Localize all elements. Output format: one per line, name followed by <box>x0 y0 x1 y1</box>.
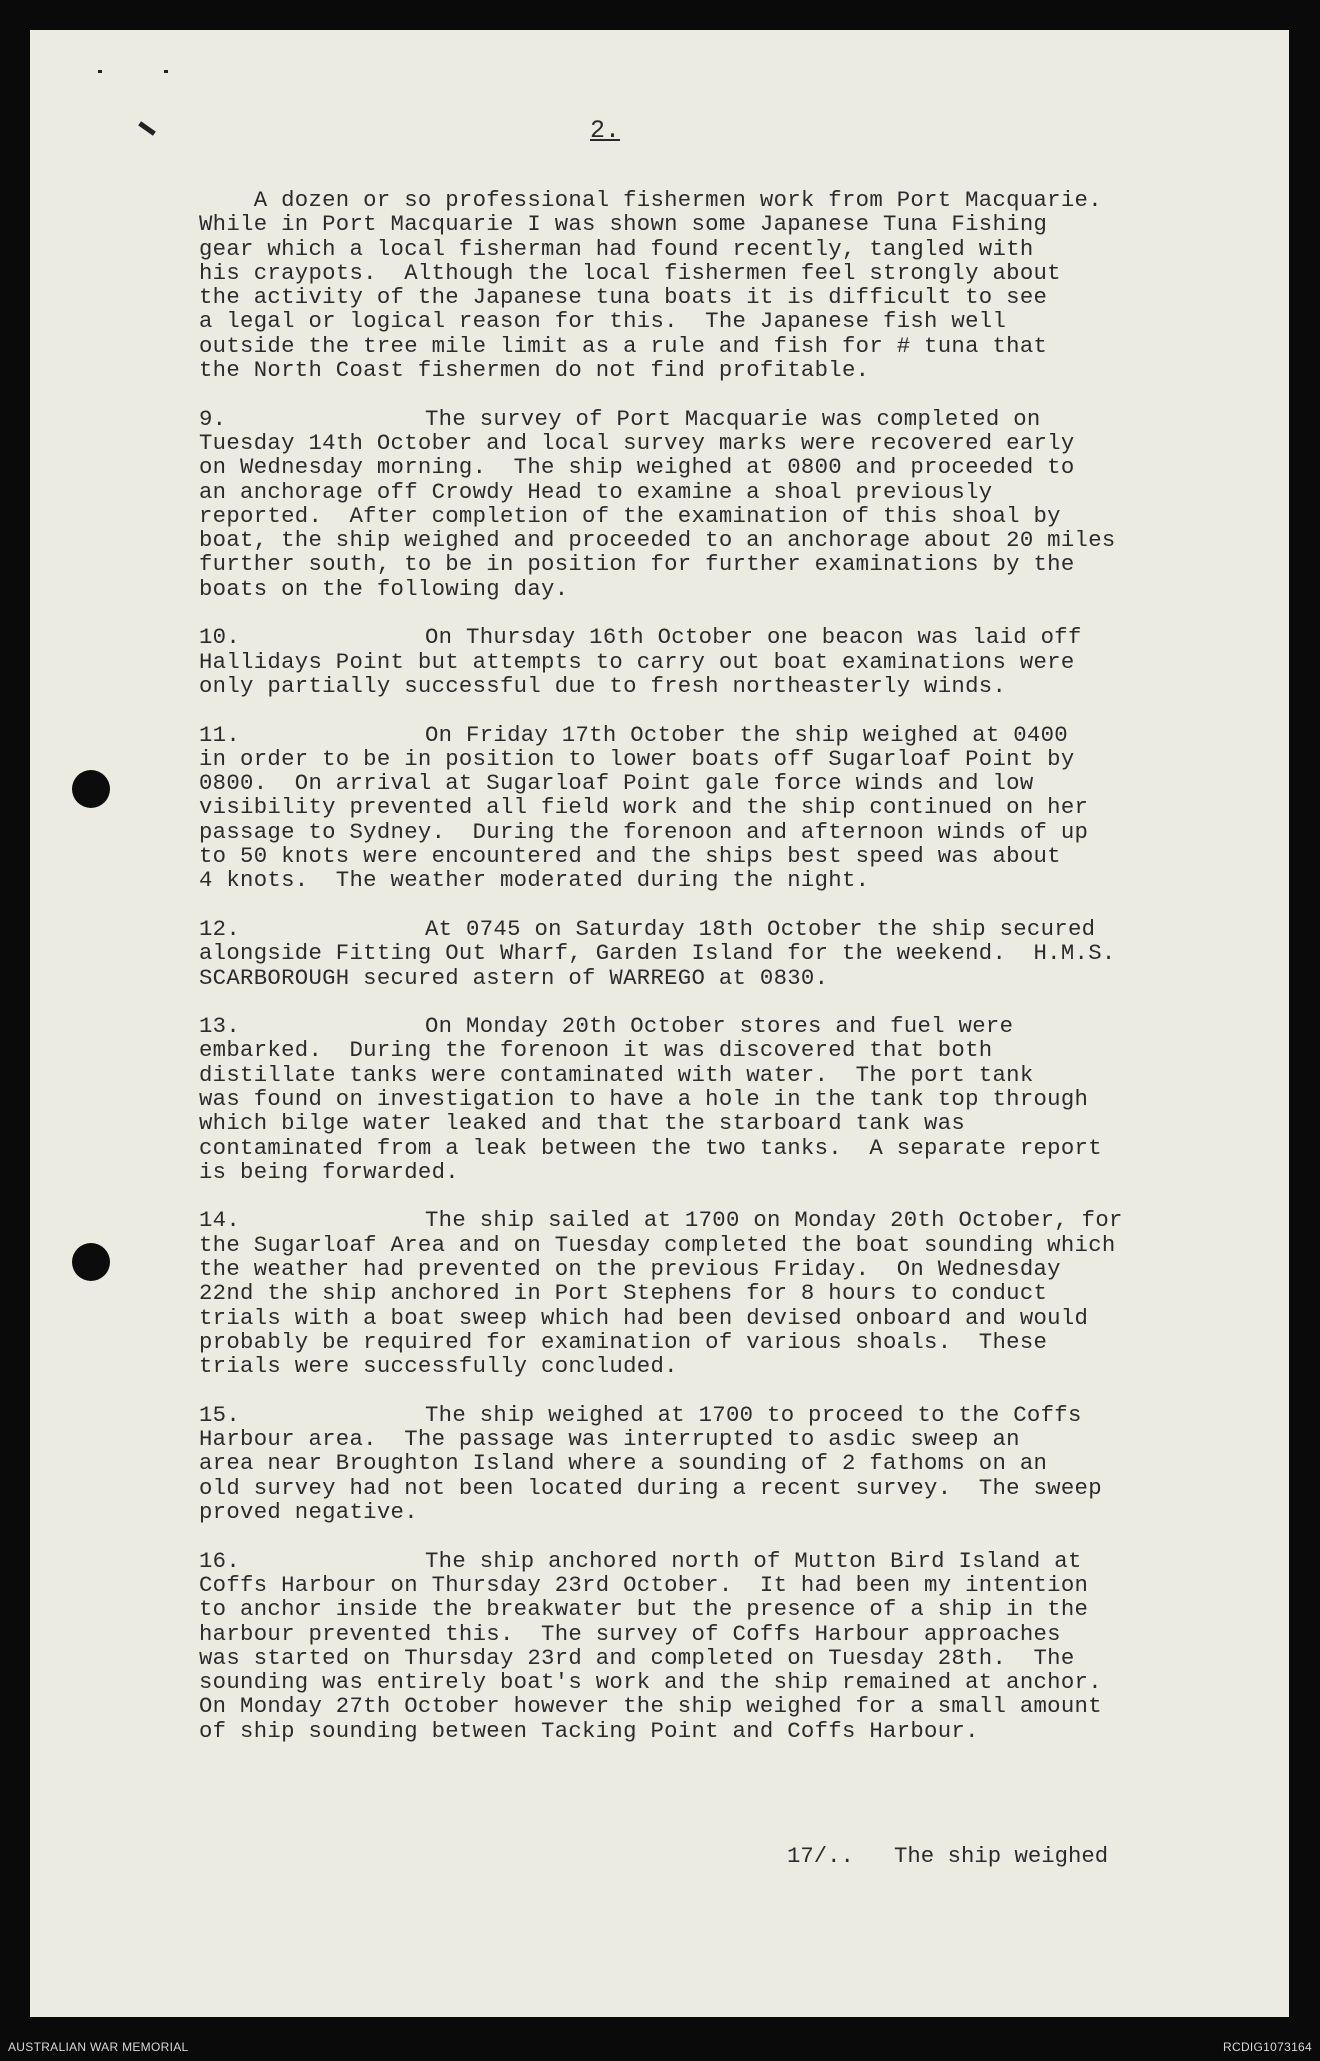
text-line <box>199 747 1259 771</box>
text-line <box>199 1087 1259 1111</box>
text-line <box>199 1719 1259 1743</box>
line-text: a legal or logical reason for this. The Japanese fish well <box>199 308 1007 335</box>
pin-mark <box>164 70 168 73</box>
line-text: reported. After completion of the examination of this shoal by <box>199 502 1061 529</box>
paragraph-number: 14. <box>199 1207 241 1234</box>
line-text: 0800. On arrival at Sugarloaf Point gale force winds and low <box>199 770 1034 797</box>
text-line <box>199 625 1259 649</box>
text-line <box>199 868 1259 892</box>
text-line <box>199 844 1259 868</box>
line-text: 4 knots. The weather moderated during the night. <box>199 867 870 894</box>
line-text: in order to be in position to lower boats off Sugarloaf Point by <box>199 745 1075 772</box>
line-text: The survey of Port Macquarie was completed on <box>425 405 1041 432</box>
text-line <box>199 528 1259 552</box>
line-text: sounding was entirely boat's work and the ship remained at anchor. <box>199 1669 1102 1696</box>
text-line <box>199 1257 1259 1281</box>
line-text: 22nd the ship anchored in Port Stephens for 8 hours to conduct <box>199 1280 1048 1307</box>
text-line <box>199 966 1259 990</box>
line-text: The ship weighed at 1700 to proceed to the Coffs <box>425 1401 1082 1428</box>
text-line <box>199 650 1259 674</box>
paragraph <box>199 723 1259 893</box>
page-number: 2. <box>590 116 621 145</box>
line-text: On Friday 17th October the ship weighed at 0400 <box>425 721 1068 748</box>
text-line <box>199 1233 1259 1257</box>
line-text: The ship anchored north of Mutton Bird Island at <box>425 1547 1082 1574</box>
line-text: contaminated from a leak between the two tanks. A separate report <box>199 1134 1102 1161</box>
paragraph-number: 9. <box>199 405 227 432</box>
line-text: On Monday 20th October stores and fuel were <box>425 1013 1014 1040</box>
text-line <box>199 1111 1259 1135</box>
line-text: an anchorage off Crowdy Head to examine a shoal previously <box>199 478 993 505</box>
text-line <box>199 771 1259 795</box>
paragraph-number: 10. <box>199 624 241 651</box>
line-text: the North Coast fishermen do not find profitable. <box>199 357 870 384</box>
text-line <box>199 1500 1259 1524</box>
text-line <box>199 552 1259 576</box>
paragraph <box>199 917 1259 990</box>
text-line <box>199 431 1259 455</box>
text-line <box>199 674 1259 698</box>
text-line <box>199 455 1259 479</box>
line-text: of ship sounding between Tacking Point and Coffs Harbour. <box>199 1717 979 1744</box>
line-text: area near Broughton Island where a sounding of 2 fathoms on an <box>199 1450 1048 1477</box>
pin-mark <box>98 70 102 73</box>
text-line <box>199 1573 1259 1597</box>
paragraph <box>199 1208 1259 1378</box>
text-line <box>199 1160 1259 1184</box>
line-text: was found on investigation to have a hole in the tank top through <box>199 1085 1089 1112</box>
line-text: gear which a local fisherman had found recently, tangled with <box>199 235 1034 262</box>
line-text: embarked. During the forenoon it was discovered that both <box>199 1037 993 1064</box>
text-line <box>199 237 1259 261</box>
line-text: to anchor inside the breakwater but the presence of a ship in the <box>199 1596 1089 1623</box>
line-text: boat, the ship weighed and proceeded to an anchorage about 20 miles <box>199 527 1116 554</box>
document-body <box>199 188 1259 1767</box>
line-text: distillate tanks were contaminated with water. The port tank <box>199 1061 1034 1088</box>
line-text: the activity of the Japanese tuna boats it is difficult to see <box>199 284 1048 311</box>
line-text: Tuesday 14th October and local survey marks were recovered early <box>199 429 1075 456</box>
text-line <box>199 1403 1259 1427</box>
footer-left: AUSTRALIAN WAR MEMORIAL <box>8 2040 189 2054</box>
line-text: SCARBOROUGH secured astern of WARREGO at 0830. <box>199 964 829 991</box>
text-line <box>199 1014 1259 1038</box>
text-line <box>199 285 1259 309</box>
text-line <box>199 1354 1259 1378</box>
line-text: Coffs Harbour on Thursday 23rd October. It had been my intention <box>199 1571 1089 1598</box>
text-line <box>199 1038 1259 1062</box>
paragraph-number: 13. <box>199 1013 241 1040</box>
text-line <box>199 941 1259 965</box>
text-line <box>199 261 1259 285</box>
line-text: Harbour area. The passage was interrupted to asdic sweep an <box>199 1426 1020 1453</box>
paragraph-number: 16. <box>199 1547 241 1574</box>
punch-hole <box>72 1243 110 1281</box>
line-text: the weather had prevented on the previous Friday. On Wednesday <box>199 1256 1061 1283</box>
line-text: to 50 knots were encountered and the ships best speed was about <box>199 843 1061 870</box>
text-line <box>199 1670 1259 1694</box>
text-line <box>199 1063 1259 1087</box>
text-line <box>199 480 1259 504</box>
text-line <box>199 309 1259 333</box>
line-text: was started on Thursday 23rd and completed on Tuesday 28th. The <box>199 1644 1075 1671</box>
line-text: which bilge water leaked and that the starboard tank was <box>199 1110 966 1137</box>
line-text: The ship sailed at 1700 on Monday 20th October, for <box>425 1207 1123 1234</box>
paragraph <box>199 625 1259 698</box>
text-line <box>199 1622 1259 1646</box>
line-text: A dozen or so professional fishermen work from Port Macquarie. <box>199 187 1102 213</box>
text-line <box>199 1476 1259 1500</box>
line-text: is being forwarded. <box>199 1158 459 1185</box>
line-text: trials with a boat sweep which had been devised onboard and would <box>199 1304 1089 1331</box>
line-text: probably be required for examination of various shoals. These <box>199 1328 1048 1355</box>
line-text: trials were successfully concluded. <box>199 1353 678 1380</box>
text-line <box>199 407 1259 431</box>
line-text: only partially successful due to fresh northeasterly winds. <box>199 672 1007 699</box>
line-text: the Sugarloaf Area and on Tuesday completed the boat sounding which <box>199 1231 1116 1258</box>
line-text: Hallidays Point but attempts to carry out boat examinations were <box>199 648 1075 675</box>
footer-right: RCDIG1073164 <box>1223 2040 1312 2054</box>
line-text: on Wednesday morning. The ship weighed at 0800 and proceeded to <box>199 454 1075 481</box>
text-line <box>199 795 1259 819</box>
line-text: alongside Fitting Out Wharf, Garden Island for the weekend. H.M.S. <box>199 940 1116 967</box>
text-line <box>199 1646 1259 1670</box>
line-text: proved negative. <box>199 1499 418 1526</box>
text-line <box>199 334 1259 358</box>
line-text: passage to Sydney. During the forenoon and afternoon winds of up <box>199 818 1089 845</box>
text-line <box>199 1451 1259 1475</box>
line-text: While in Port Macquarie I was shown some Japanese Tuna Fishing <box>199 211 1048 238</box>
text-line <box>199 723 1259 747</box>
line-text: At 0745 on Saturday 18th October the ship secured <box>425 915 1096 942</box>
paragraph-number: 11. <box>199 721 241 748</box>
text-line <box>199 1549 1259 1573</box>
paragraph-number: 15. <box>199 1401 241 1428</box>
paragraph <box>199 1014 1259 1184</box>
text-line <box>199 1208 1259 1232</box>
text-line <box>199 1136 1259 1160</box>
line-text: boats on the following day. <box>199 575 569 602</box>
line-text: harbour prevented this. The survey of Coffs Harbour approaches <box>199 1620 1061 1647</box>
punch-hole <box>72 770 110 808</box>
paragraph <box>199 188 1259 382</box>
paragraph <box>199 1549 1259 1743</box>
text-line <box>199 1306 1259 1330</box>
line-text: On Thursday 16th October one beacon was laid off <box>425 624 1082 651</box>
text-line <box>199 1427 1259 1451</box>
line-text: On Monday 27th October however the ship weighed for a small amount <box>199 1693 1102 1720</box>
text-line <box>199 504 1259 528</box>
text-line <box>199 188 1259 212</box>
text-line <box>199 358 1259 382</box>
line-text: visibility prevented all field work and the ship continued on her <box>199 794 1089 821</box>
text-line <box>199 212 1259 236</box>
line-text: his craypots. Although the local fishermen feel strongly about <box>199 259 1061 286</box>
staple-mark <box>138 121 156 135</box>
paragraph <box>199 1403 1259 1524</box>
line-text: old survey had not been located during a recent survey. The sweep <box>199 1474 1102 1501</box>
text-line <box>199 577 1259 601</box>
text-line <box>199 1330 1259 1354</box>
line-text: further south, to be in position for further examinations by the <box>199 551 1075 578</box>
text-line <box>199 1281 1259 1305</box>
catchword: 17/.. The ship weighed <box>787 1843 1109 1869</box>
paragraph-number: 12. <box>199 915 241 942</box>
paragraph <box>199 407 1259 601</box>
text-line <box>199 1694 1259 1718</box>
text-line <box>199 820 1259 844</box>
line-text: outside the tree mile limit as a rule and fish for # tuna that <box>199 332 1048 359</box>
text-line <box>199 1597 1259 1621</box>
text-line <box>199 917 1259 941</box>
